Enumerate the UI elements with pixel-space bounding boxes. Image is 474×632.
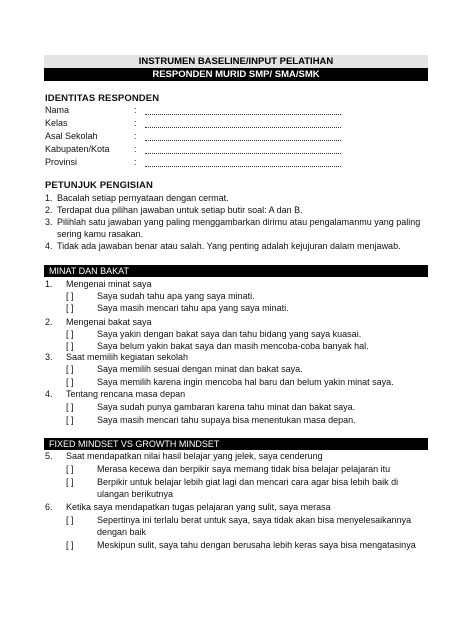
instruction-text: Bacalah setiap pernyataan dengan cermat. — [57, 193, 229, 203]
instruction-number: 2. — [45, 205, 53, 215]
field-colon: : — [134, 157, 137, 167]
instruction-text: Pilihlah satu jawaban yang paling menggambarkan dirimu atau pengalamanmu yang paling sering kamu rasakan. — [57, 217, 421, 239]
checkbox[interactable]: [ ] — [66, 515, 74, 525]
question-text: Ketika saya mendapatkan tugas pelajaran yang sulit, saya merasa — [66, 502, 331, 512]
instruction-number: 1. — [45, 193, 53, 203]
checkbox[interactable]: [ ] — [66, 377, 74, 387]
document-subtitle: RESPONDEN MURID SMP/ SMA/SMK — [44, 68, 428, 81]
field-label: Nama — [45, 105, 70, 115]
option-text: Saya sudah punya gambaran karena tahu minat dan bakat saya. — [97, 402, 356, 412]
question-text: Mengenai bakat saya — [66, 317, 152, 327]
checkbox[interactable]: [ ] — [66, 464, 74, 474]
instruction-text: Terdapat dua pilihan jawaban untuk setiap butir soal: A dan B. — [57, 205, 303, 215]
field-label: Asal Sekolah — [45, 131, 98, 141]
field-asal-sekolah — [45, 130, 375, 143]
option-text: Saya belum yakin bakat saya dan masih mencoba-coba banyak hal. — [97, 341, 369, 351]
instruction-number: 4. — [45, 241, 53, 251]
question-number: 6. — [45, 502, 53, 512]
checkbox[interactable]: [ ] — [66, 540, 74, 550]
checkbox[interactable]: [ ] — [66, 341, 74, 351]
question-number: 5. — [45, 451, 53, 461]
question-text: Mengenai minat saya — [66, 279, 152, 289]
question-number: 4. — [45, 389, 53, 399]
fill-line[interactable] — [145, 133, 341, 141]
option-text: Saya masih mencari tahu supaya bisa menentukan masa depan. — [97, 415, 356, 425]
checkbox[interactable]: [ ] — [66, 364, 74, 374]
instruction-number: 3. — [45, 217, 53, 227]
question-text: Tentang rencana masa depan — [66, 389, 186, 399]
option-text: Merasa kecewa dan berpikir saya memang tidak bisa belajar pelajaran itu — [97, 464, 391, 474]
field-kelas — [45, 117, 375, 130]
field-provinsi — [45, 156, 375, 169]
section-header-minat-bakat: MINAT DAN BAKAT — [44, 265, 428, 277]
question-number: 2. — [45, 317, 53, 327]
checkbox[interactable]: [ ] — [66, 329, 74, 339]
option-text: Saya yakin dengan bakat saya dan tahu bidang yang saya kuasai. — [97, 329, 362, 339]
option-text: Saya memilih karena ingin mencoba hal baru dan belum yakin minat saya. — [97, 377, 394, 387]
instruction-text: Tidak ada jawaban benar atau salah. Yang penting adalah kejujuran dalam menjawab. — [57, 241, 401, 251]
option-text: Meskipun sulit, saya tahu dengan berusaha lebih keras saya bisa mengatasinya — [97, 540, 416, 550]
field-colon: : — [134, 131, 137, 141]
question-number: 1. — [45, 279, 53, 289]
option-text: Saya sudah tahu apa yang saya minati. — [97, 291, 255, 301]
question-text: Saat mendapatkan nilai hasil belajar yang jelek, saya cenderung — [66, 451, 323, 461]
option-text: Sepertinya ini terlalu berat untuk saya, saya tidak akan bisa menyelesaikannya dengan baik — [97, 515, 412, 537]
option-text: Saya memilih sesuai dengan minat dan bakat saya. — [97, 364, 303, 374]
fill-line[interactable] — [145, 146, 341, 154]
field-kabupaten-kota — [45, 143, 375, 156]
field-nama — [45, 104, 375, 117]
question-text: Saat memilih kegiatan sekolah — [66, 352, 189, 362]
field-colon: : — [134, 105, 137, 115]
checkbox[interactable]: [ ] — [66, 402, 74, 412]
fill-line[interactable] — [145, 120, 341, 128]
section-header-mindset: FIXED MINDSET VS GROWTH MINDSET — [44, 438, 428, 450]
field-label: Kabupaten/Kota — [45, 144, 110, 154]
identitas-heading: IDENTITAS RESPONDEN — [45, 93, 160, 104]
checkbox[interactable]: [ ] — [66, 415, 74, 425]
checkbox[interactable]: [ ] — [66, 291, 74, 301]
document-title: INSTRUMEN BASELINE/INPUT PELATIHAN — [44, 55, 428, 68]
checkbox[interactable]: [ ] — [66, 477, 74, 487]
question-number: 3. — [45, 352, 53, 362]
field-label: Provinsi — [45, 157, 78, 167]
field-label: Kelas — [45, 118, 68, 128]
field-colon: : — [134, 118, 137, 128]
field-colon: : — [134, 144, 137, 154]
petunjuk-heading: PETUNJUK PENGISIAN — [45, 180, 153, 191]
option-text: Berpikir untuk belajar lebih giat lagi dan mencari cara agar bisa lebih baik di ulangan berikutnya — [97, 477, 399, 499]
checkbox[interactable]: [ ] — [66, 303, 74, 313]
fill-line[interactable] — [145, 159, 341, 167]
fill-line[interactable] — [145, 107, 341, 115]
option-text: Saya masih mencari tahu apa yang saya minati. — [97, 303, 289, 313]
